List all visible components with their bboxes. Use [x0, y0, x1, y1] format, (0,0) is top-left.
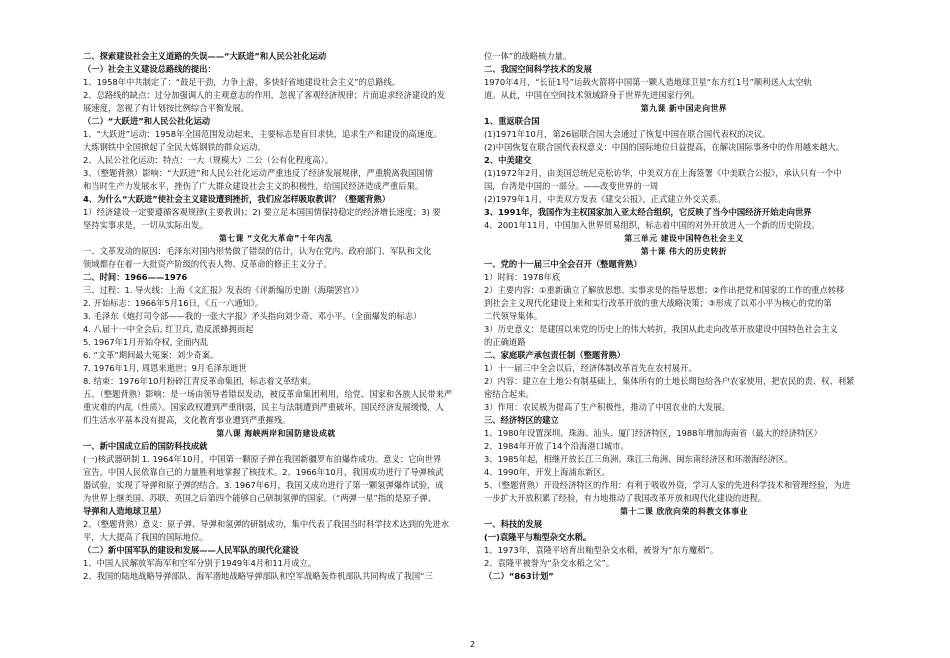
- lesson-heading: 第七课 “文化大革命”十年内乱: [218, 234, 334, 243]
- section-heading: 一、科技的发展: [484, 519, 543, 529]
- section-heading: (一)袁隆平与籼型杂交水稻。: [484, 532, 592, 542]
- page-number: 2: [470, 640, 476, 649]
- text-line: 3）作用：农民极为提高了生产积极性，推动了中国农业的大发展。: [484, 402, 730, 412]
- lesson-heading: 第十课 伟大的历史转折: [640, 247, 728, 256]
- text-line: 2、总路线的缺点：过分加强调人的主观意志的作用，忽视了客观经济规律；片面追求经济建设的发: [83, 90, 446, 100]
- text-line: (2)中国恢复在联合国代表权意义：中国的国际地位日益提高，在解决国际事务中的作用越来越大。: [484, 142, 845, 152]
- text-line: 3、（整题背熟）影响：“大跃进”和人民公社化运动严重违反了经济发展规律，严重脱离我国国情: [83, 168, 433, 178]
- text-line: 2、袁隆平被誉为“杂交水稻之父”。: [484, 558, 615, 568]
- text-line: (1)1972年2月，由美国总统尼克松访华，中美双方在上海签署《中美联合公报》，承认只有一个中: [484, 168, 842, 178]
- text-line: 2. 开始标志：1966年5月16日，《五一六通知》。: [83, 298, 264, 308]
- text-line: 2）主要内容：①重新确立了解放思想、实事求是的指导思想；②作出把党和国家的工作的重点转移: [484, 285, 845, 295]
- section-heading: 3、1991年，我国作为主权国家加入亚太经合组织，它反映了当今中国经济开始走向世界: [484, 207, 812, 217]
- text-line: 坚持实事求是，一切从实际出发。: [83, 220, 208, 230]
- text-line: 一步扩大开放积累了经验，有力地推动了我国改革开放和现代化建设的进程。: [484, 493, 767, 503]
- text-line: 1、中国人民解放军海军和空军分别于1949年4月和11月成立。: [83, 558, 317, 568]
- text-line: 三、过程：1. 导火线：上海《文汇报》发表的《评新编历史剧（海瑞罢官）》: [83, 285, 364, 295]
- text-line: 平，大大提高了我国的国际地位。: [83, 532, 208, 542]
- text-line: 密结合起来。: [484, 389, 534, 399]
- text-line: 1）十一届三中全会以后，经济体制改革首先在农村展开。: [484, 363, 697, 373]
- section-heading: 三、经济特区的建立: [484, 415, 559, 425]
- text-line: 2、1984年开放了14个沿海港口城市。: [484, 441, 629, 451]
- text-line: 1、“大跃进”运动：1958年全国范围发动起来，主要标志是盲目求快，追求生产和建设的高速度。: [83, 129, 442, 139]
- text-line: 宣告，中国人民依靠自己的力量胜利地掌握了核技术。2、1966年10月，我国成功进行了导弹核武: [83, 467, 444, 477]
- text-line: 4、1990年，开发上海浦东新区。: [484, 467, 610, 477]
- text-line: 1970年4月，“长征1号”运载火箭将中国第一颗人造地球卫星“东方红1号”顺利送入太空轨: [484, 77, 812, 87]
- section-heading: 4、为什么“大跃进”使社会主义建设遭到挫折，我们应怎样吸取教训？（整题背熟）: [83, 194, 391, 204]
- text-line: 2）内容：建立在土地公有制基础上，集体所有的土地长期包给各户农家使用，把农民的责、权、利紧: [484, 376, 855, 386]
- text-line: 3、1985年起，相继开放长江三角洲、珠江三角洲、闽东南经济区和环渤海经济区。: [484, 454, 793, 464]
- text-line: 位一体”的战略核力量。: [484, 51, 572, 61]
- text-line: 3. 毛泽东《炮打司令部——我的一张大字报》矛头指向刘少奇、邓小平。（全面爆发的标志）: [83, 311, 422, 321]
- text-line: 1、1973年，袁隆平培育出籼型杂交水稻，被誉为“东方魔稻”。: [484, 545, 719, 555]
- section-heading: 二、探索建设社会主义道路的失误——“大跃进”和人民公社化运动: [83, 51, 327, 61]
- text-line: 和当时生产力发展水平，挫伤了广大群众建设社会主义的积极性，给国民经济造成严重后果。: [83, 181, 424, 191]
- text-line: (2)1979年1月，中美双方发表《建交公报》，正式建立外交关系。: [484, 194, 726, 204]
- section-heading: （二）“863计划”: [484, 571, 554, 581]
- text-line: 1、1980年设置深圳、珠海、汕头、厦门经济特区，1988年增加海南省（最大的经济特区）: [484, 428, 822, 438]
- lesson-heading: 第八课 海峡两岸和国防建设成就: [216, 429, 336, 438]
- section-heading: 1、重返联合国: [484, 116, 540, 126]
- section-heading: 2、中美建交: [484, 155, 532, 165]
- right-column: [484, 50, 884, 583]
- text-line: 国，台湾是中国的一部分。——改变世界的一周: [484, 181, 659, 191]
- section-heading: （二）新中国军队的建设和发展——人民军队的现代化建设: [83, 545, 299, 555]
- text-line: 6. “文革”期间最大冤案：刘少奇案。: [83, 350, 219, 360]
- text-line: 3）历史意义：是建国以来党的历史上的伟大转折，我国从此走向改革开放建设中国特色社会主义: [484, 324, 838, 334]
- text-line: 5. 1967年1月开始夺权, 全面内乱: [83, 337, 209, 347]
- text-line: 7. 1976年1月, 周恩来逝世；9月毛泽东逝世: [83, 363, 247, 373]
- lesson-heading: 第九课 新中国走向世界: [640, 104, 728, 113]
- text-line: 2、（整题背熟）意义：原子弹、导弹和氢弹的研制成功，集中代表了我国当时科学技术达到的先进水: [83, 519, 450, 529]
- section-heading: 导弹和人造地球卫星）: [83, 506, 166, 516]
- section-heading: 二、我国空间科学技术的发展: [484, 64, 592, 74]
- section-heading: 二、时间：1966——1976: [83, 272, 188, 282]
- text-line: (1)1971年10月，第26届联合国大会通过了恢复中国在联合国代表权的决议。: [484, 129, 771, 139]
- section-heading: （一）社会主义建设总路线的提出：: [83, 64, 216, 74]
- section-heading: （二）“大跃进”和人民公社化运动: [83, 116, 211, 126]
- text-line: 4、2001年11月，中国加入世界贸易组织，标志着中国的对外开放进入一个新的历史阶段。: [484, 220, 820, 230]
- section-heading: 一、党的十一届三中全会召开（整题背熟）: [484, 259, 642, 269]
- text-line: 展速度，忽视了有计划按比例综合平衡发展。: [83, 103, 249, 113]
- text-line: 2、人民公社化运动：特点：一大（规模大）二公（公有化程度高）。: [83, 155, 334, 165]
- text-line: 8. 结束：1976年10月粉碎江青反革命集团，标志着文革结束。: [83, 376, 317, 386]
- text-line: (一)核武器研制 1. 1964年10月，中国第一颗原子弹在我国新疆罗布泊爆炸成功。意义：它向世界: [83, 454, 442, 464]
- left-column: [83, 50, 469, 583]
- section-heading: 二、家庭联产承包责任制（整题背熟）: [484, 350, 626, 360]
- lesson-heading: 第十二课 欣欣向荣的科教文体事业: [620, 507, 748, 516]
- text-line: 到社会主义现代化建设上来和实行改革开放的重大战略决策；③形成了以邓小平为核心的党的第: [484, 298, 832, 308]
- text-line: 2、我国的陆地战略导弹部队、海军潜地战略导弹部队和空军战略轰炸机部队共同构成了我国“三: [83, 571, 433, 581]
- text-line: 的正确道路: [484, 337, 526, 347]
- lesson-heading: 第三单元 建设中国特色社会主义: [624, 234, 744, 243]
- text-line: 领域都存在着一大批资产阶级的代表人物、反革命的修正主义分子。: [83, 259, 332, 269]
- text-line: 大炼钢铁中全国掀起了全民大炼钢铁的群众运动。: [83, 142, 266, 152]
- text-line: 二代领导集体。: [484, 311, 543, 321]
- text-line: 为世界上继美国、苏联、英国之后第四个能够自己研制氢弹的国家。（“两弹一星”指的是原子弹、: [83, 493, 436, 503]
- text-line: 们生活水平基本没有提高，文化教育事业遭到严重摧残。: [83, 415, 291, 425]
- text-line: 1）经济建设一定要遵循客观规律(主要教训)；2) 要立足本国国情保持稳定的经济增长速度；3) 要: [83, 207, 441, 217]
- text-line: 器试验，实现了导弹和原子弹的结合。3. 1967年6月，我国又成功进行了第一颗氢弹爆炸试验，成: [83, 480, 444, 490]
- section-heading: 一、新中国成立后的国防科技成就: [83, 441, 208, 451]
- text-line: 1）时间：1978年底: [484, 272, 561, 282]
- text-line: 五、（整题背熟）影响：是一场由领导者错误发动，被反革命集团利用，给党、国家和各族人民带来严: [83, 389, 453, 399]
- text-line: 1、1958年中共制定了：“鼓足干劲，力争上游，多快好省地建设社会主义”的总路线。: [83, 77, 401, 87]
- text-line: 4. 八届十一中全会后, 红卫兵, 造反派蜂拥而起: [83, 324, 254, 334]
- text-line: 一、文革发动的原因：毛泽东对国内形势做了错误的估计，认为在党内、政府部门、军队和文化: [83, 246, 432, 256]
- text-line: 道。从此，中国在空间技术领域跻身于世界先进国家行列。: [484, 90, 700, 100]
- text-line: 重灾难的内乱（性质）。国家政权遭到严重削弱，民主与法制遭到严重破坏，国民经济发展缓慢，人: [83, 402, 444, 412]
- text-line: 5、（整题背熟）开设经济特区的作用：有利于吸收外资，学习人家的先进科学技术和管理经验，为进: [484, 480, 851, 490]
